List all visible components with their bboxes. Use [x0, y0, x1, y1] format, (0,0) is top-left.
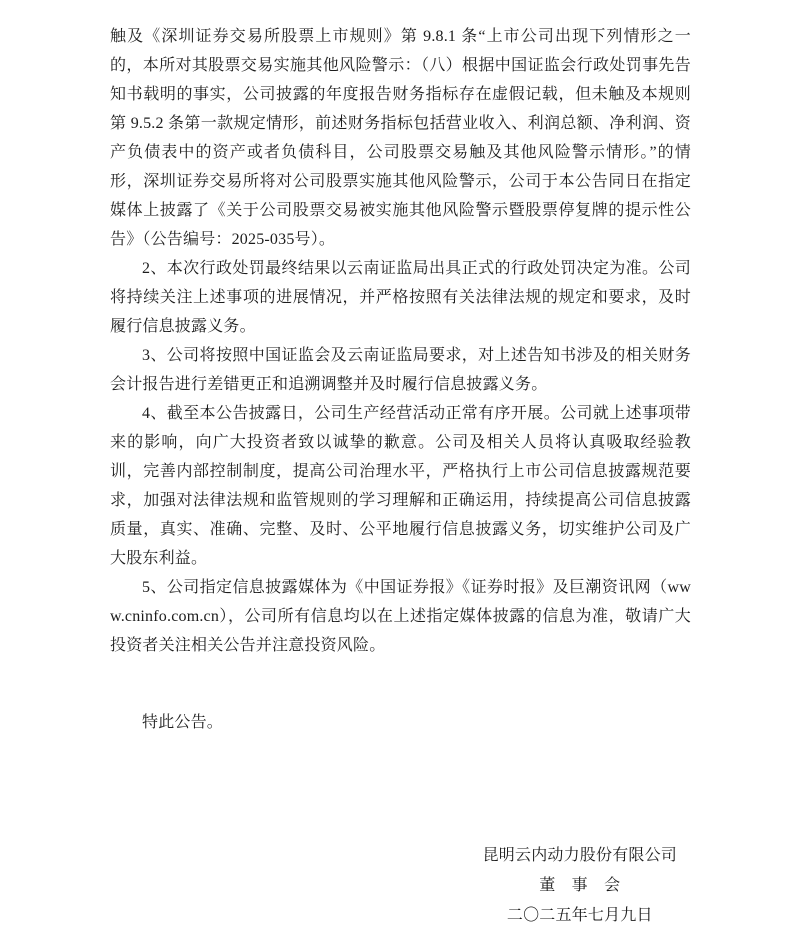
body-paragraph-item-2: 2、本次行政处罚最终结果以云南证监局出具正式的行政处罚决定为准。公司将持续关注上述事项的进展情况，并严格按照有关法律法规的规定和要求，及时履行信息披露义务。: [110, 260, 691, 335]
signature-inner: [483, 841, 677, 931]
body-paragraph-continuation: 触及《深圳证券交易所股票上市规则》第 9.8.1 条“上市公司出现下列情形之一的，本所对其股票交易实施其他风险警示：（八）根据中国证监会行政处罚事先告知书载明的事实，公司披露的年度报告财务指标存在虚假记载，但未触及本规则第 9.5.2 条第一款规定情形，前述财务指标包括营业收入、利润总额、净利润、资产负债表中的资产或者负债科目，公司股票交易触及其他风险警示情形。”的情形，深圳证券交易所将对公司股票实施其他风险警示，公司于本公告同日在指定媒体上披露了《关于公司股票交易被实施其他风险警示暨股票停复牌的提示性公告》（公告编号：2025-035号）。: [110, 28, 691, 248]
body-paragraph-item-3: 3、公司将按照中国证监会及云南证监局要求，对上述告知书涉及的相关财务会计报告进行差错更正和追溯调整并及时履行信息披露义务。: [110, 347, 691, 393]
body-paragraph-item-5: 5、公司指定信息披露媒体为《中国证券报》《证券时报》及巨潮资讯网（www.cninfo.com.cn），公司所有信息均以在上述指定媒体披露的信息为准，敬请广大投资者关注相关公告并注意投资风险。: [110, 579, 691, 654]
signature-company-name: 昆明云内动力股份有限公司: [482, 847, 677, 864]
body-paragraph-item-4: 4、截至本公告披露日，公司生产经营活动正常有序开展。公司就上述事项带来的影响，向广大投资者致以诚挚的歉意。公司及相关人员将认真吸取经验教训，完善内部控制制度，提高公司治理水平，严格执行上市公司信息披露规范要求，加强对法律法规和监管规则的学习理解和正确运用，持续提高公司信息披露质量，真实、准确、完整、及时、公平地履行信息披露义务，切实维护公司及广大股东利益。: [110, 405, 691, 567]
closing-statement: 特此公告。: [142, 714, 224, 731]
signature-block: [110, 841, 691, 931]
signature-board-of-directors: 董 事 会: [539, 877, 621, 894]
signature-date: 二〇二五年七月九日: [506, 907, 653, 924]
document-body: [110, 22, 691, 931]
